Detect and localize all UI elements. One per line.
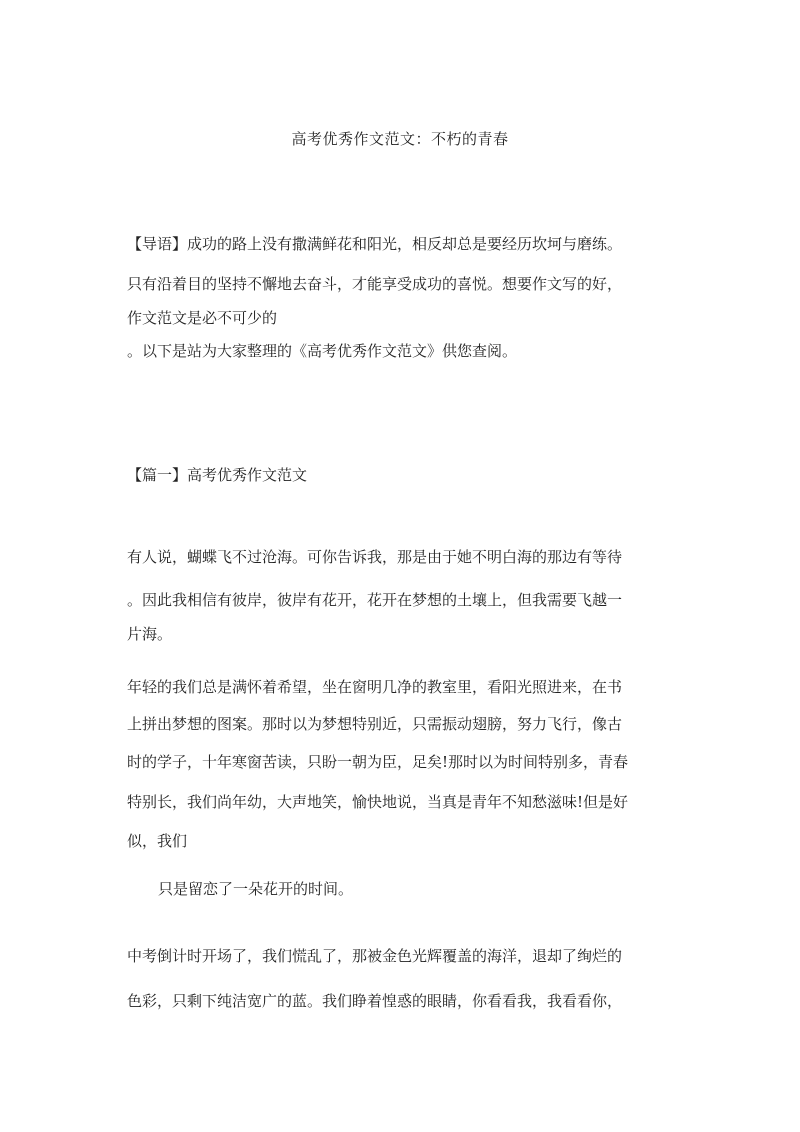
paragraph-line: 上拼出梦想的图案。那时以为梦想特别近，只需振动翅膀，努力飞行，像古 [127,715,623,733]
intro-line: 【导语】成功的路上没有撒满鲜花和阳光，相反却总是要经历坎坷与磨练。 [127,235,623,253]
intro-line: 只有沿着目的坚持不懈地去奋斗，才能享受成功的喜悦。想要作文写的好， [127,275,623,293]
intro-line: 作文范文是必不可少的 [127,309,278,327]
intro-line: 。以下是站为大家整理的《高考优秀作文范文》供您查阅。 [127,342,518,360]
paragraph-line: 年轻的我们总是满怀着希望，坐在窗明几净的教室里，看阳光照进来，在书 [127,678,623,696]
document-title: 高考优秀作文范文：不朽的青春 [291,130,509,148]
section-heading: 【篇一】高考优秀作文范文 [127,466,308,484]
paragraph-line: 时的学子，十年寒窗苦读，只盼一朝为臣，足矣!那时以为时间特别多，青春 [127,753,629,771]
paragraph-line: 中考倒计时开场了，我们慌乱了，那被金色光辉覆盖的海洋，退却了绚烂的 [127,947,623,965]
paragraph-line: 。因此我相信有彼岸，彼岸有花开，花开在梦想的土壤上，但我需要飞越一 [127,591,623,609]
paragraph-line: 有人说，蝴蝶飞不过沧海。可你告诉我，那是由于她不明白海的那边有等待 [127,548,623,566]
paragraph-line: 色彩，只剩下纯洁宽广的蓝。我们睁着惶惑的眼睛，你看看我，我看看你， [127,992,623,1010]
paragraph-line: 似，我们 [127,832,188,850]
paragraph-line: 片海。 [127,625,173,643]
paragraph-line: 只是留恋了一朵花开的时间。 [158,880,354,898]
paragraph-line: 特别长，我们尚年幼，大声地笑，愉快地说，当真是青年不知愁滋味!但是好 [127,793,629,811]
